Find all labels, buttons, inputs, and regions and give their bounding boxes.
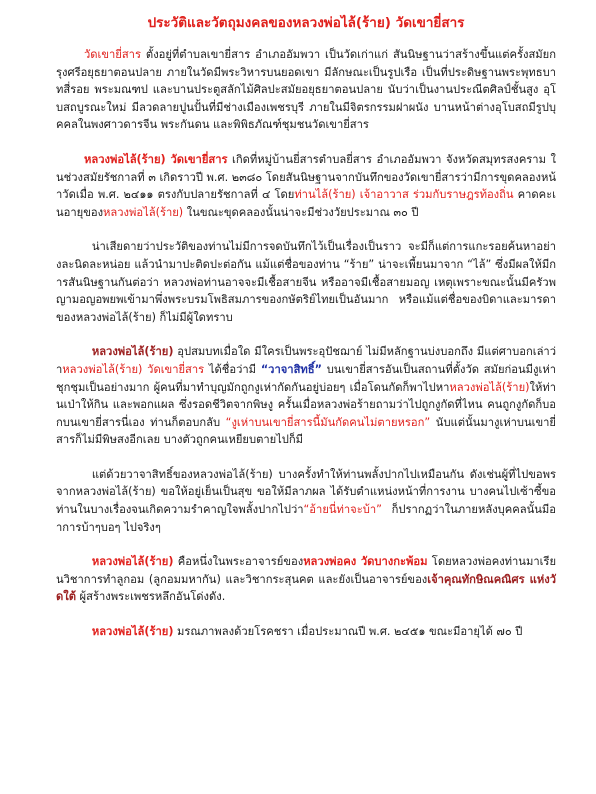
paragraph-temple-history	[56, 46, 556, 134]
sacred-words-highlight: “วาจาสิทธิ์”	[260, 362, 322, 376]
monk-name-inline: หลวงพ่อไล้(ร้าย) วัดเขายี่สาร	[62, 362, 205, 376]
disciple-name-highlight-2: เจ้าคุณทักษิณคณิศร แห่งวัดใต้	[56, 572, 556, 604]
cobra-story-text-2: ให้ท่านเป่าให้กิน และพอกแผล ซึ่งรอดชีวิตจากพิษงู ครั้นเมื่อหลวงพ่อร้ายถามว่าไปถูกงูกัดที่ไหน คนถูกงูกัดก็บอกบนเขายี่สารนี่เอง ท่านก็ตอบกลับ	[56, 380, 556, 429]
disciples-text: คือหนึ่งในพระอาจารย์ของ	[173, 555, 304, 569]
cobra-story-text: บนเขายี่สารอันเป็นสถานที่ตั้งวัด สมัยก่อนมีงูเห่าชุกชุมเป็นอย่างมาก ผู้คนที่มาทำบุญมักถูกงูเห่ากัดกันอยู่บ่อยๆ เมื่อโดนกัดก็พาไปหา	[56, 362, 556, 394]
quote-highlight: “งูเห่าบนเขายี่สารนี้มันกัดคนไม่ตายหรอก”	[225, 415, 431, 429]
birth-text: เกิดที่หมู่บ้านยี่สารตำบลยี่สาร อำเภออัมพวา จังหวัดสมุทรสงคราม ในช่วงสมัยรัชกาลที่ ๓ เกิดราวปี พ.ศ. ๒๓๘๐ โดยสันนิษฐานจากบันทึกของวัดเขายี่สารว่ามีการขุดคลองหน้าวัดเมื่อ พ.ศ. ๒๔๑๑ ตรงกับปลายรัชกาลที่ ๔ โดย	[56, 152, 556, 202]
monk-name-highlight: หลวงพ่อไล้(ร้าย)	[91, 345, 174, 359]
monk-name-inline: หลวงพ่อไล้(ร้าย)	[103, 205, 184, 219]
monk-name-highlight: หลวงพ่อไล้(ร้าย)	[91, 555, 174, 569]
paragraph-sacred-words	[56, 343, 556, 449]
abbot-highlight: ท่านไล้(ร้าย) เจ้าอาวาส ร่วมกับราษฎรท้องถิ่น	[294, 188, 514, 202]
cobra-story-text-3: นับแต่นั้นมางูเห่าบนเขายี่สารก็ไม่มีพิษสงอีกเลย บางตัวถูกคนเหยียบตายไปก็มี	[56, 415, 556, 447]
paragraph-slip-of-tongue	[56, 466, 556, 536]
birth-text-3: ในขณะขุดคลองนั้นน่าจะมีช่วงวัยประมาณ ๓๐ ปี	[183, 205, 419, 219]
slip-text: แต่ด้วยวาจาสิทธิ์ของหลวงพ่อไล้(ร้าย) บางครั้งทำให้ท่านพลั้งปากไปเหมือนกัน ดังเช่นผู้ที่ไปขอพรจากหลวงพ่อไล้(ร้าย) ขอให้อยู่เย็นเป็นสุข ขอให้มีลาภผล ได้รับตำแหน่งหน้าที่การงาน บางคนไปเซ้าซี้ขอท่านในบางเรื่องจนเกิดความรำคาญใจพลั้งปากไปว่า	[56, 467, 556, 517]
quote-highlight: “อ้ายนี่ท่าจะบ้า”	[303, 503, 382, 517]
paragraph-death	[56, 623, 556, 641]
monk-name-highlight: หลวงพ่อไล้(ร้าย) วัดเขายี่สาร	[84, 152, 228, 166]
paragraph-name-origin: น่าเสียดายว่าประวัติของท่านไม่มีการจดบันทึกไว้เป็นเรื่องเป็นราว จะมีก็แต่การแกะรอยค้นหาอย่างละนิดละหน่อย แล้วนำมาปะติดปะต่อกัน แม้แต่ชื่อของท่าน “ร้าย” น่าจะเพี้ยนมาจาก “ไล้” ซึ่งมีผลให้มีการสันนิษฐานกันต่อว่า หลวงพ่อท่านอาจจะมีเชื้อสายจีน หรืออาจมีเชื้อสายมอญ เหตุเพราะขณะนั้นมีครัวพญามอญอพยพเข้ามาพึ่งพระบรมโพธิสมภารของกษัตริย์ไทยเป็นอันมาก หรือแม้แต่ชื่อของบิดาและมารดาของหลวงพ่อไล้(ร้าย) ก็ไม่มีผู้ใดทราบ	[56, 240, 556, 324]
monk-name-highlight: หลวงพ่อไล้(ร้าย)	[91, 625, 174, 639]
disciple-name-highlight: หลวงพ่อคง วัดบางกะพ้อม	[303, 555, 428, 569]
birth-text-2: คาดคะเนอายุของ	[56, 188, 556, 219]
disciples-text-2: โดยหลวงพ่อคงท่านมาเรียนวิชาการทำลูกอม (ลูกอมมหากัน) และวิชากระสุนคต และยังเป็นอาจารย์ของ	[56, 555, 556, 586]
paragraph-disciples	[56, 553, 556, 606]
ordination-text: อุปสมบทเมื่อใด มีใครเป็นพระอุปัชฌาย์ ไม่มีหลักฐานบ่งบอกถึง มีแต่ศาบอกเล่าว่า	[56, 345, 556, 376]
monk-name-inline: หลวงพ่อไล้(ร้าย)	[449, 380, 530, 394]
death-text: มรณภาพลงด้วยโรคชรา เมื่อประมาณปี พ.ศ. ๒๔๕๑ ขณะมีอายุได้ ๗๐ ปี	[173, 625, 523, 639]
disciples-text-3: ผู้สร้างพระเพชรหลึกอันโด่งดัง.	[76, 590, 226, 604]
temple-name: วัดเขายี่สาร	[84, 48, 141, 61]
slip-text-2: ก็ปรากฏว่าในภายหลังบุคคลนั้นมีอาการบ้าๆบอๆ ไปจริงๆ	[56, 503, 556, 534]
paragraph-birth	[56, 151, 556, 221]
temple-description: ตั้งอยู่ที่ตำบลเขายี่สาร อำเภออัมพวา เป็นวัดเก่าแก่ สันนิษฐานว่าสร้างขึ้นแต่ครั้งสมัยกรุงศรีอยุธยาตอนปลาย ภายในวัดมีพระวิหารบนยอดเขา มีลักษณะเป็นรูปเรือ เป็นที่ประดิษฐานพระพุทธบาทสี่รอย พระมณฑป และบานประตูสลักไม้ศิลปะสมัยอยุธยาตอนปลาย นับว่าเป็นงานประณีตศิลป์ชั้นสูง อุโบสถบูรณะใหม่ มีลวดลายปูนปั้นที่มีช่างเมืองเพชรบุรี ภายในมีจิตรกรรมฝาผนัง บานหน้าต่างอุโบสถมีรูปบุคคลในพงศาวดารจีน พระกันดน และพิพิธภัณฑ์ชุมชนวัดเขายี่สาร	[56, 48, 556, 132]
document-page	[56, 14, 556, 658]
sacred-words-text: ได้ชื่อว่ามี	[204, 362, 261, 376]
page-title: ประวัติและวัตถุมงคลของหลวงพ่อไล้(ร้าย) วัดเขายี่สาร	[147, 15, 465, 31]
